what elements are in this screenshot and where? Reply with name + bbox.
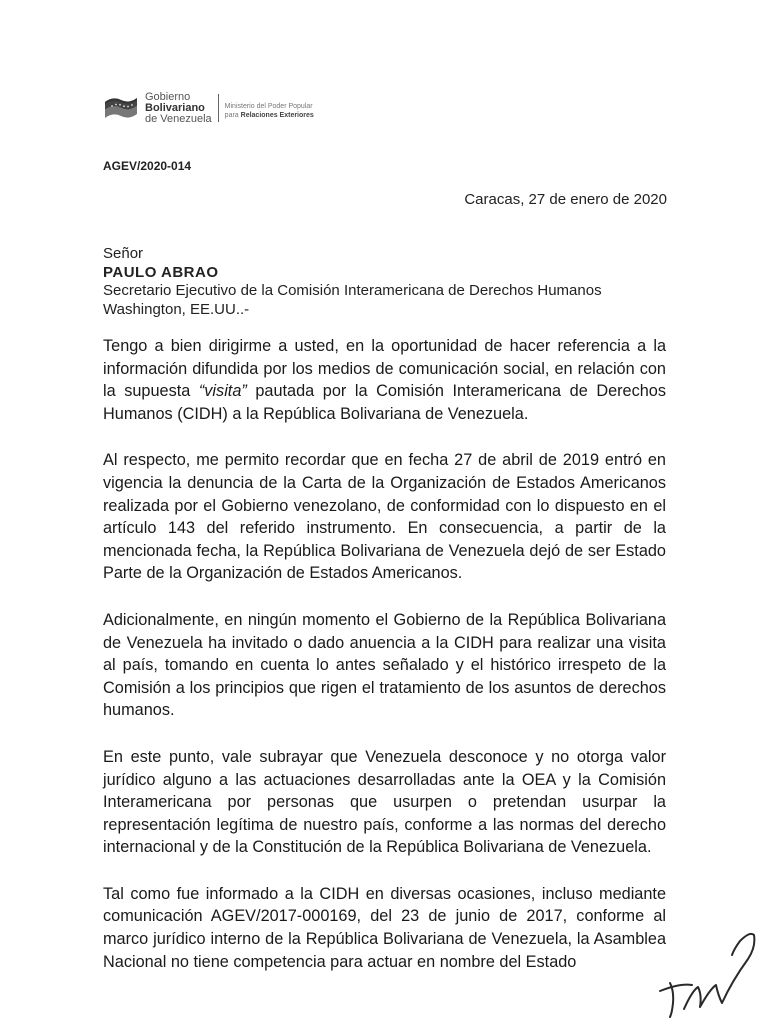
paragraph-4: En este punto, vale subrayar que Venezuela desconoce y no otorga valor jurídico alguno a las actuaciones desarrolladas ante la OEA y la Comisión Interamericana por personas que usurpen o pretendan usurpar la representación legítima de nuestro país, conforme a las normas del derecho internacional y de la Constitución de la República Bolivariana de Venezuela. bbox=[103, 747, 666, 857]
handwritten-signature-icon bbox=[640, 925, 760, 1020]
gov-line-1: Gobierno bbox=[145, 90, 191, 103]
ministry-line-2 bbox=[225, 111, 314, 120]
recipient-salutation: Señor bbox=[103, 245, 144, 262]
government-name bbox=[145, 92, 212, 125]
venezuela-flag-emblem-icon bbox=[103, 92, 139, 124]
paragraph-2: Al respecto, me permito recordar que en fecha 27 de abril de 2019 entró en vigencia la denuncia de la Carta de la Organización de Estados Americanos realizada por el Gobierno venezolano, de conformidad con lo dispuesto en el artículo 143 del referido instrumento. En consecuencia, a partir de la mencionada fecha, la República Bolivariana de Venezuela dejó de ser Estado Parte de la Organización de Estados Americanos. bbox=[103, 451, 666, 583]
reference-code: AGEV/2020-014 bbox=[103, 159, 192, 173]
paragraph-1-before: Tengo a bien dirigirme a usted, en la oportunidad de hacer referencia a la información difundida por los medios de comunicación social, en relación con la supuesta bbox=[103, 337, 666, 401]
letter-body bbox=[103, 335, 666, 997]
paragraph-1-after: pautada por la Comisión Interamericana de Derechos Humanos (CIDH) a la República Bolivariana de Venezuela. bbox=[103, 382, 666, 423]
paragraph-1-italic: “visita” bbox=[198, 382, 247, 401]
paragraph-3: Adicionalmente, en ningún momento el Gobierno de la República Bolivariana de Venezuela ha invitado o dado anuencia a la CIDH para realizar una visita al país, tomando en cuenta lo antes señalado y el histórico irrespeto de la Comisión a los principios que rigen el tratamiento de los asuntos de derechos humanos. bbox=[103, 610, 666, 720]
gov-line-2: Bolivariano bbox=[145, 101, 205, 114]
ministry-name bbox=[225, 102, 314, 120]
paragraph-5: Tal como fue informado a la CIDH en diversas ocasiones, incluso mediante comunicación AGEV/2017-000169, del 23 de junio de 2017, conforme al marco jurídico interno de la República Bolivariana de Venezuela, la Asamblea Nacional no tiene competencia para actuar en nombre del Estado bbox=[103, 884, 666, 971]
recipient-location: Washington, EE.UU..- bbox=[103, 300, 250, 318]
recipient-address bbox=[103, 245, 602, 319]
recipient-title: Secretario Ejecutivo de la Comisión Interamericana de Derechos Humanos bbox=[103, 282, 602, 299]
recipient-name: PAULO ABRAO bbox=[103, 263, 219, 281]
gov-line-3: de Venezuela bbox=[145, 112, 212, 125]
letterhead bbox=[103, 84, 314, 132]
letterhead-divider bbox=[218, 94, 219, 122]
ministry-line-2-prefix: para bbox=[224, 112, 239, 119]
ministry-line-1: Ministerio del Poder Popular bbox=[224, 103, 313, 110]
date-line: Caracas, 27 de enero de 2020 bbox=[464, 191, 667, 208]
ministry-line-2-bold: Relaciones Exteriores bbox=[240, 112, 314, 119]
paragraph-1 bbox=[103, 335, 666, 425]
